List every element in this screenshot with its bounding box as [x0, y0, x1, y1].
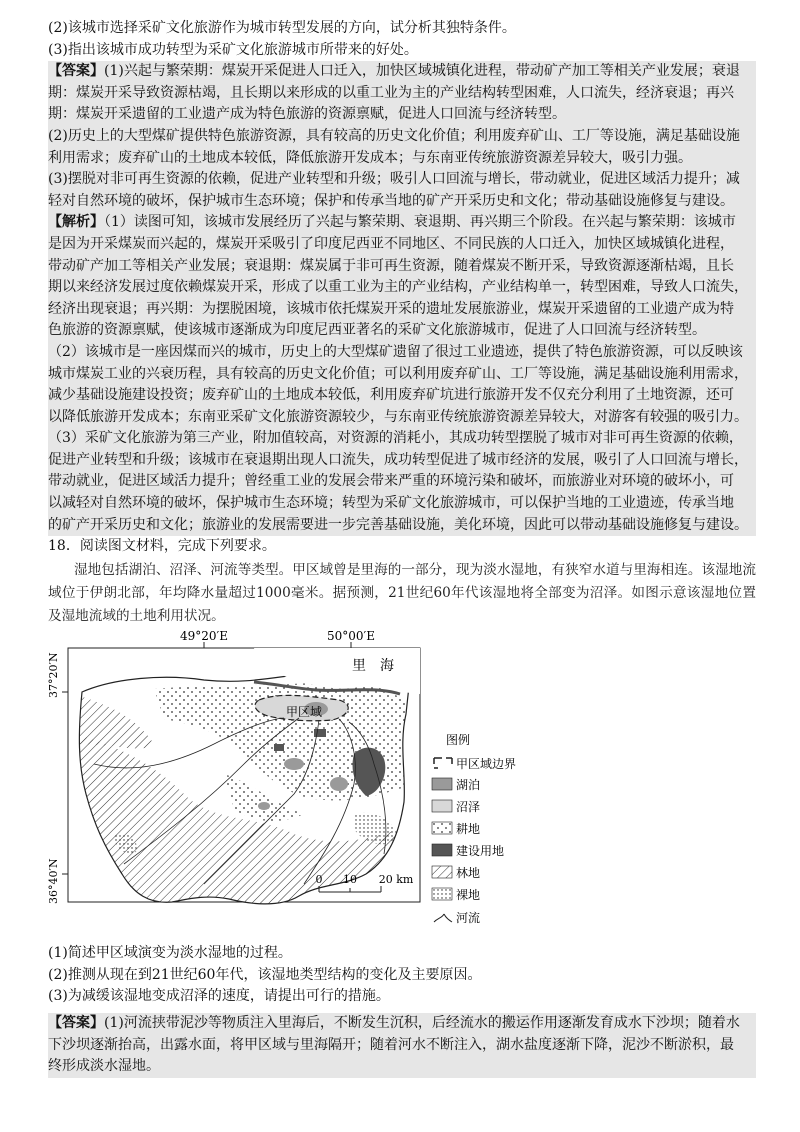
analysis-17-block: [48, 212, 756, 536]
region-label: 甲区域: [286, 705, 323, 719]
analysis-line: 以降低旅游开发成本；东南亚采矿文化旅游资源较少，与东南亚传统旅游资源差异较大，对游客有较强的吸引力。: [48, 408, 748, 425]
legend-forest-swatch: [432, 866, 452, 878]
answer-line: (3)摆脱对非可再生资源的依赖，促进产业转型和升级；吸引人口回流与增长，带动就业，促进区域活力提升；减: [48, 171, 740, 188]
legend-bare-swatch: [432, 888, 452, 900]
map-legend: [432, 732, 516, 925]
page-body: [48, 18, 756, 628]
analysis-line: 的矿产开采历史和文化；旅游业的发展需要进一步完善基础设施，美化环境，因此可以带动基础设施修复与建设。: [48, 516, 748, 533]
analysis-line: 带动矿产加工等相关产业发展；衰退期：煤炭属于非可再生资源，随着煤炭不断开采，导致资源逐渐枯竭，且长: [48, 257, 734, 274]
analysis-line: 是因为开采煤炭而兴起的，煤炭开采吸引了印度尼西亚不同地区、不同民族的人口迁入，加快区域城镇化进程，: [48, 235, 734, 252]
answer-line: (1)兴起与繁荣期：煤炭开采促进人口迁入，加快区域城镇化进程，带动矿产加工等相关产业发展；衰退: [104, 63, 740, 80]
legend-label: 湖泊: [456, 778, 481, 792]
answer-17-block: [48, 61, 756, 212]
legend-farm-swatch: [432, 822, 452, 834]
question-17-2: (2)该城市选择采矿文化旅游作为城市转型发展的方向，试分析其独特条件。: [48, 20, 516, 36]
question-18-intro: 湿地包括湖泊、沼泽、河流等类型。甲区域曾是里海的一部分，现为淡水湿地，有狭窄水道与里海相连。该湿地流域位于伊朗北部，年均降水量超过1000毫米。据预测，21世纪60年代该湿地将全部变为沼泽。如图示意该湿地位置及湿地流域的土地利用状况。: [48, 561, 756, 624]
analysis-label: 【解析】: [48, 214, 104, 231]
question-18-list: [48, 943, 756, 1008]
wetland-map-figure: [47, 629, 524, 934]
answer-label: 【答案】: [48, 63, 104, 80]
svg-text:0: 0: [315, 873, 323, 886]
analysis-line: 减少基础设施建设投资；废弃矿山的土地成本较低，利用废弃矿坑进行旅游开发不仅充分利用了土地资源，还可: [48, 387, 734, 404]
built-up-area: [314, 729, 326, 737]
lake: [284, 758, 304, 770]
analysis-line: 促进产业转型和升级；该城市在衰退期出现人口流失，成功转型促进了城市经济的发展，吸引了人口回流与增长，: [48, 451, 748, 468]
svg-text:10: 10: [343, 873, 357, 886]
legend-label: 耕地: [456, 822, 481, 836]
legend-label: 建设用地: [456, 844, 505, 858]
legend-label: 林地: [456, 866, 481, 880]
longitude-label: 50°00′E: [326, 629, 376, 643]
question-17-3: (3)指出该城市成功转型为采矿文化旅游城市所带来的好处。: [48, 41, 418, 58]
legend-lake-swatch: [432, 778, 452, 790]
legend-urban-swatch: [432, 844, 452, 856]
analysis-line: 经济出现衰退；再兴期：为摆脱困境，该城市依托煤炭开采的遗址发展旅游业，煤炭开采遗留的工业遗产成为特: [48, 300, 734, 317]
answer-line: (2)历史上的大型煤矿提供特色旅游资源，具有较高的历史文化价值；利用废弃矿山、工厂等设施，满足基础设施: [48, 127, 740, 144]
lake: [330, 777, 348, 791]
lake: [258, 802, 270, 810]
question-18-3: (3)为减缓该湿地变成沼泽的速度，请提出可行的措施。: [48, 988, 390, 1005]
legend-label: 河流: [456, 911, 481, 925]
question-18-1: (1)简述甲区域演变为淡水湿地的过程。: [48, 945, 292, 961]
legend-marsh-swatch: [432, 800, 452, 812]
svg-text:20 km: 20 km: [378, 873, 414, 886]
answer-line: 终形成淡水湿地。: [48, 1058, 160, 1075]
analysis-line: （1）读图可知，该城市发展经历了兴起与繁荣期、衰退期、再兴期三个阶段。在兴起与繁荣期：该城市: [104, 214, 736, 231]
legend-river-swatch: [434, 914, 452, 922]
latitude-label: 36°40′N: [47, 858, 60, 904]
longitude-label: 49°20′E: [179, 629, 229, 643]
answer-line: 下沙坝逐渐抬高，出露水面，将甲区域与里海隔开；随着河水不断注入，湖水盐度逐渐下降，泥沙不断淤积，最: [48, 1036, 734, 1053]
analysis-line: 城市煤炭工业的兴衰历程，具有较高的历史文化价值；可以利用废弃矿山、工厂等设施，满足基础设施利用需求，: [48, 365, 748, 382]
analysis-line: 期以来经济发展过度依赖煤炭开采，形成了以重工业为主的产业结构，产业结构单一，转型困难，导致人口流失，: [48, 279, 748, 296]
answer-label: 【答案】: [48, 1015, 104, 1031]
legend-label: 沼泽: [456, 800, 481, 814]
legend-label: 甲区域边界: [456, 757, 517, 771]
sea-label: 里 海: [352, 658, 394, 674]
analysis-line: （2）该城市是一座因煤而兴的城市，历史上的大型煤矿遗留了很过工业遗迹，提供了特色旅游资源，可以反映该: [48, 343, 743, 360]
question-18-header: 18．阅读图文材料，完成下列要求。: [48, 538, 276, 555]
answer-line: 利用需求；废弃矿山的土地成本较低，降低旅游开发成本；与东南亚传统旅游资源差异较大，吸引力强。: [48, 149, 692, 166]
built-up-area: [274, 744, 284, 751]
analysis-line: （3）采矿文化旅游为第三产业，附加值较高，对资源的消耗小，其成功转型摆脱了城市对非可再生资源的依赖，: [48, 430, 743, 447]
answer-line: 期：煤炭开采导致资源枯竭，且长期以来形成的以重工业为主的产业结构转型困难，人口流失，经济衰退；再兴: [48, 84, 734, 101]
analysis-line: 色旅游的资源禀赋，使该城市逐渐成为印度尼西亚著名的采矿文化旅游城市，促进了人口回流与经济转型。: [48, 322, 706, 339]
answer-line: (1)河流挟带泥沙等物质注入里海后，不断发生沉积，后经流水的搬运作用逐渐发育成水下沙坝；随着水: [104, 1015, 740, 1031]
analysis-line: 带动就业，促进区域活力提升；曾经重工业的发展会带来严重的环境污染和破坏，而旅游业对环境的破坏小，可: [48, 473, 734, 490]
legend-dash-swatch: [434, 758, 452, 768]
latitude-label: 37°20′N: [47, 652, 60, 698]
answer-line: 期：煤炭开采遗留的工业遗产成为特色旅游的资源禀赋，促进人口回流与经济转型。: [48, 106, 566, 123]
answer-18-block: [48, 1013, 756, 1078]
answer-line: 轻对自然环境的破坏，保护城市生态环境；保护和传承当地的矿产开采历史和文化；带动基础设施修复与建设。: [48, 192, 734, 209]
analysis-line: 以减轻对自然环境的破坏，保护城市生态环境；转型为采矿文化旅游城市，可以保护当地的工业遗迹，传承当地: [48, 495, 734, 512]
question-18-2: (2)推测从现在到21世纪60年代，该湿地类型结构的变化及主要原因。: [48, 966, 482, 983]
legend-title: 图例: [446, 733, 471, 747]
legend-label: 裸地: [456, 888, 481, 902]
